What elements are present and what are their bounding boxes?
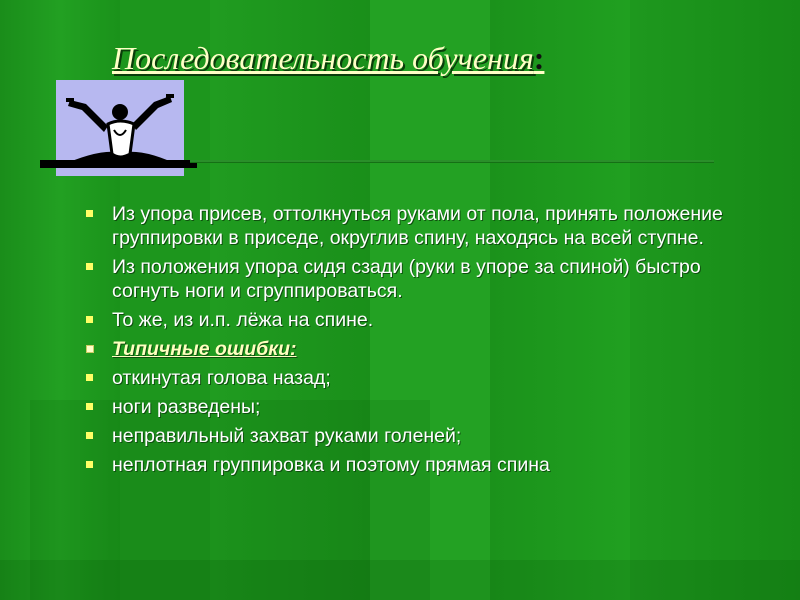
errors-heading: Типичные ошибки:	[84, 337, 764, 361]
list-item: Из упора присев, оттолкнуться руками от пола, принять положение группировки в приседе, округлив спину, находясь на всей ступне.	[84, 202, 764, 250]
list-item: неправильный захват руками голеней;	[84, 424, 764, 448]
title-divider	[190, 160, 714, 162]
list-item: Из положения упора сидя сзади (руки в упоре за спиной) быстро согнуть ноги и сгруппироваться.	[84, 255, 764, 303]
bullet-icon	[86, 432, 93, 439]
bullet-icon	[86, 345, 94, 353]
title-text: Последовательность обучения	[112, 40, 534, 76]
bullet-icon	[86, 316, 93, 323]
list-item: ноги разведены;	[84, 395, 764, 419]
picture-underline	[40, 160, 197, 168]
list-item: откинутая голова назад;	[84, 366, 764, 390]
list-item: неплотная группировка и поэтому прямая спина	[84, 453, 764, 477]
list-item: То же, из и.п. лёжа на спине.	[84, 308, 764, 332]
bullet-icon	[86, 461, 93, 468]
bullet-icon	[86, 210, 93, 217]
bullet-list	[84, 202, 764, 482]
title-colon: :	[533, 40, 545, 76]
slide-title	[112, 40, 752, 77]
bullet-icon	[86, 403, 93, 410]
bullet-icon	[86, 263, 93, 270]
bullet-icon	[86, 374, 93, 381]
